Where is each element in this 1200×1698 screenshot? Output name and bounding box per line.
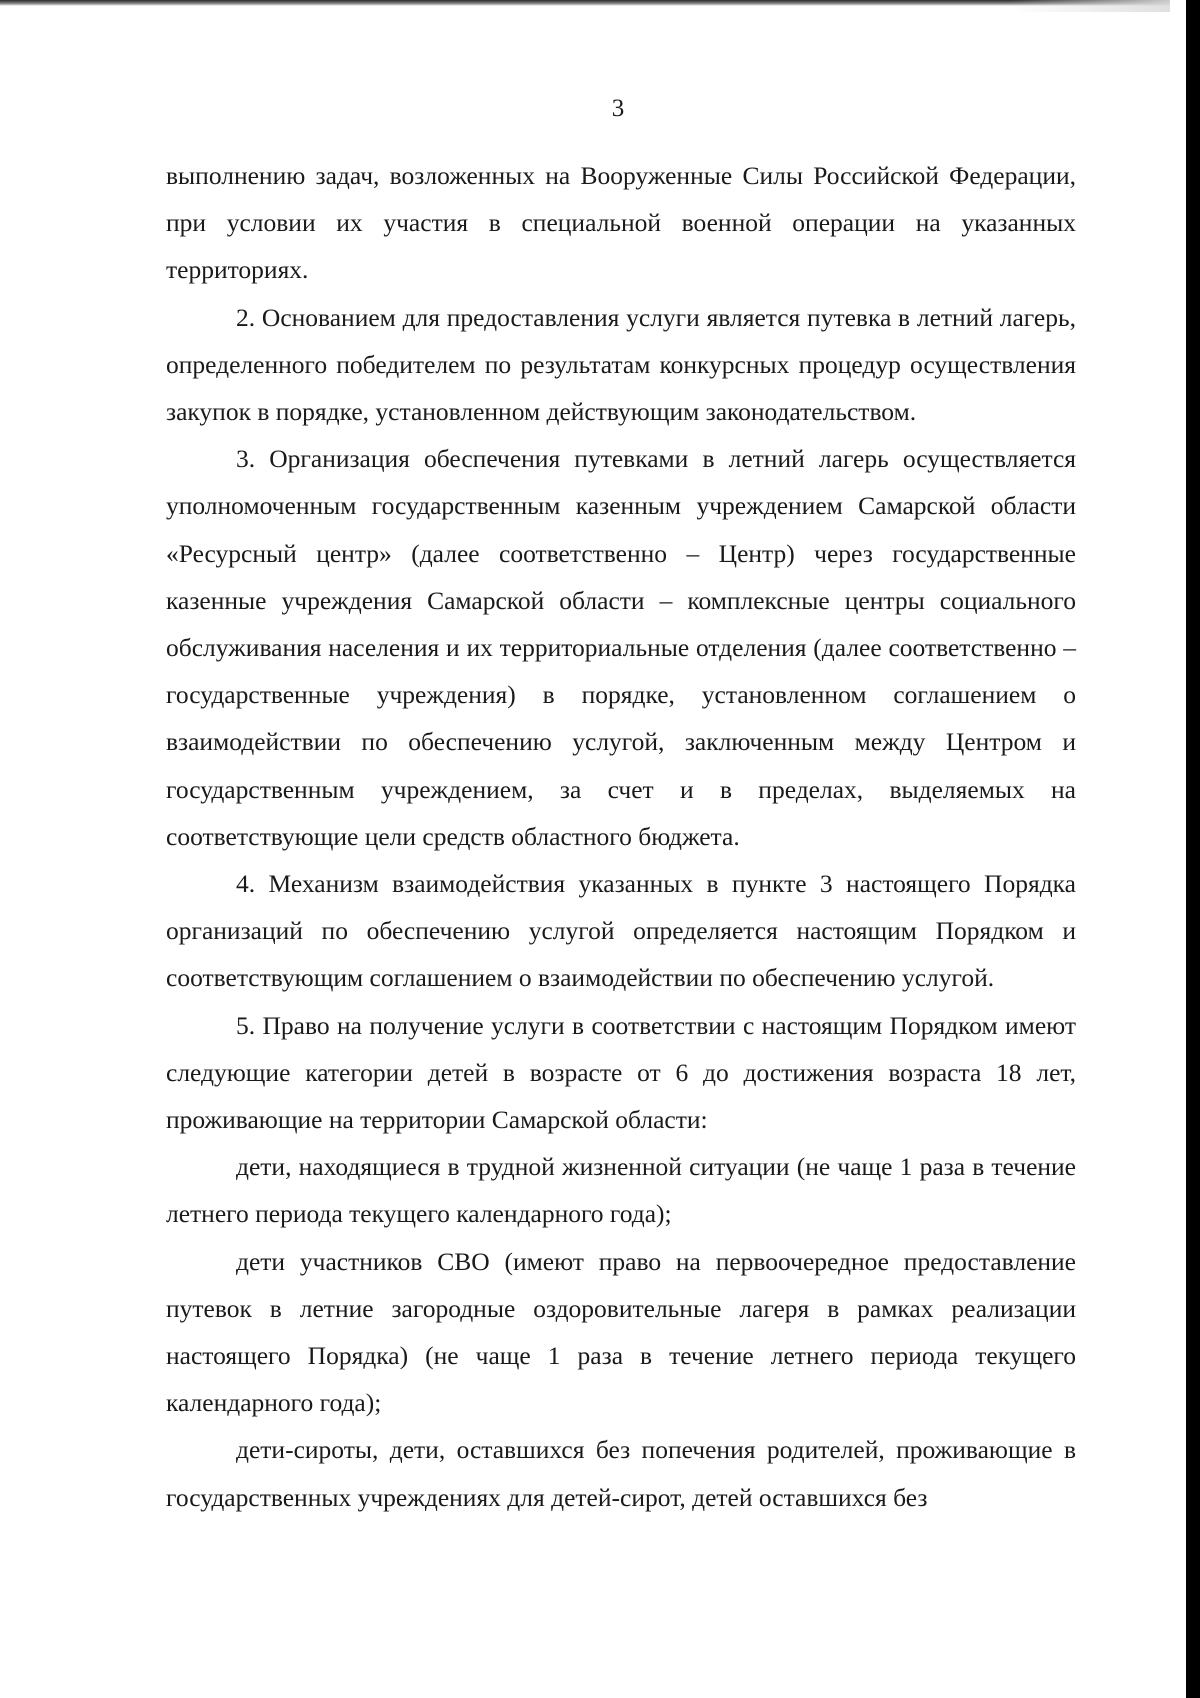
scan-top-edge	[0, 0, 1170, 6]
scan-right-edge	[1186, 0, 1200, 1698]
paragraph-5: 5. Право на получение услуги в соответствии с настоящим Порядком имеют следующие категории детей в возрасте от 6 до достижения возраста 18 лет, проживающие на территории Самарской области:	[166, 1010, 1076, 1135]
document-body	[166, 152, 1076, 1521]
scan-top-edge-fade	[1010, 0, 1170, 12]
list-item-svo-participants: дети участников СВО (имеют право на первоочередное предоставление путевок в летние загородные оздоровительные лагеря в рамках реализации настоящего Порядка) (не чаще 1 раза в течение летнего периода текущего календарного года);	[166, 1246, 1076, 1418]
paragraph-2: 2. Основанием для предоставления услуги является путевка в летний лагерь, определенного победителем по результатам конкурсных процедур осуществления закупок в порядке, установленном действующим законодательством.	[166, 302, 1076, 427]
list-item-difficult-situation: дети, находящиеся в трудной жизненной ситуации (не чаще 1 раза в течение летнего периода текущего календарного года);	[166, 1152, 1076, 1229]
paragraph-4: 4. Механизм взаимодействия указанных в пункте 3 настоящего Порядка организаций по обеспечению услугой определяется настоящим Порядком и соответствующим соглашением о взаимодействии по обеспечению услугой.	[166, 869, 1076, 993]
paragraph-3: 3. Организация обеспечения путевками в летний лагерь осуществляется уполномоченным государственным казенным учреждением Самарской области «Ресурсный центр» (далее соответственно – Центр) через государственные казенные учреждения Самарской области – комплексные центры социального обслуживания населения и их территориальные отделения (далее соответственно – государственные учреждения) в порядке, установленном соглашением о взаимодействии по обеспечению услугой, заключенным между Центром и государственным учреждением, за счет и в пределах, выделяемых на соответствующие цели средств областного бюджета.	[166, 444, 1076, 851]
list-item-orphans: дети-сироты, дети, оставшихся без попечения родителей, проживающие в государственных учреждениях для детей-сирот, детей оставшихся без	[166, 1435, 1076, 1512]
page-number: 3	[611, 95, 625, 122]
paragraph-continuation: выполнению задач, возложенных на Вооруженные Силы Российской Федерации, при условии их участия в специальной военной операции на указанных территориях.	[166, 161, 1076, 285]
